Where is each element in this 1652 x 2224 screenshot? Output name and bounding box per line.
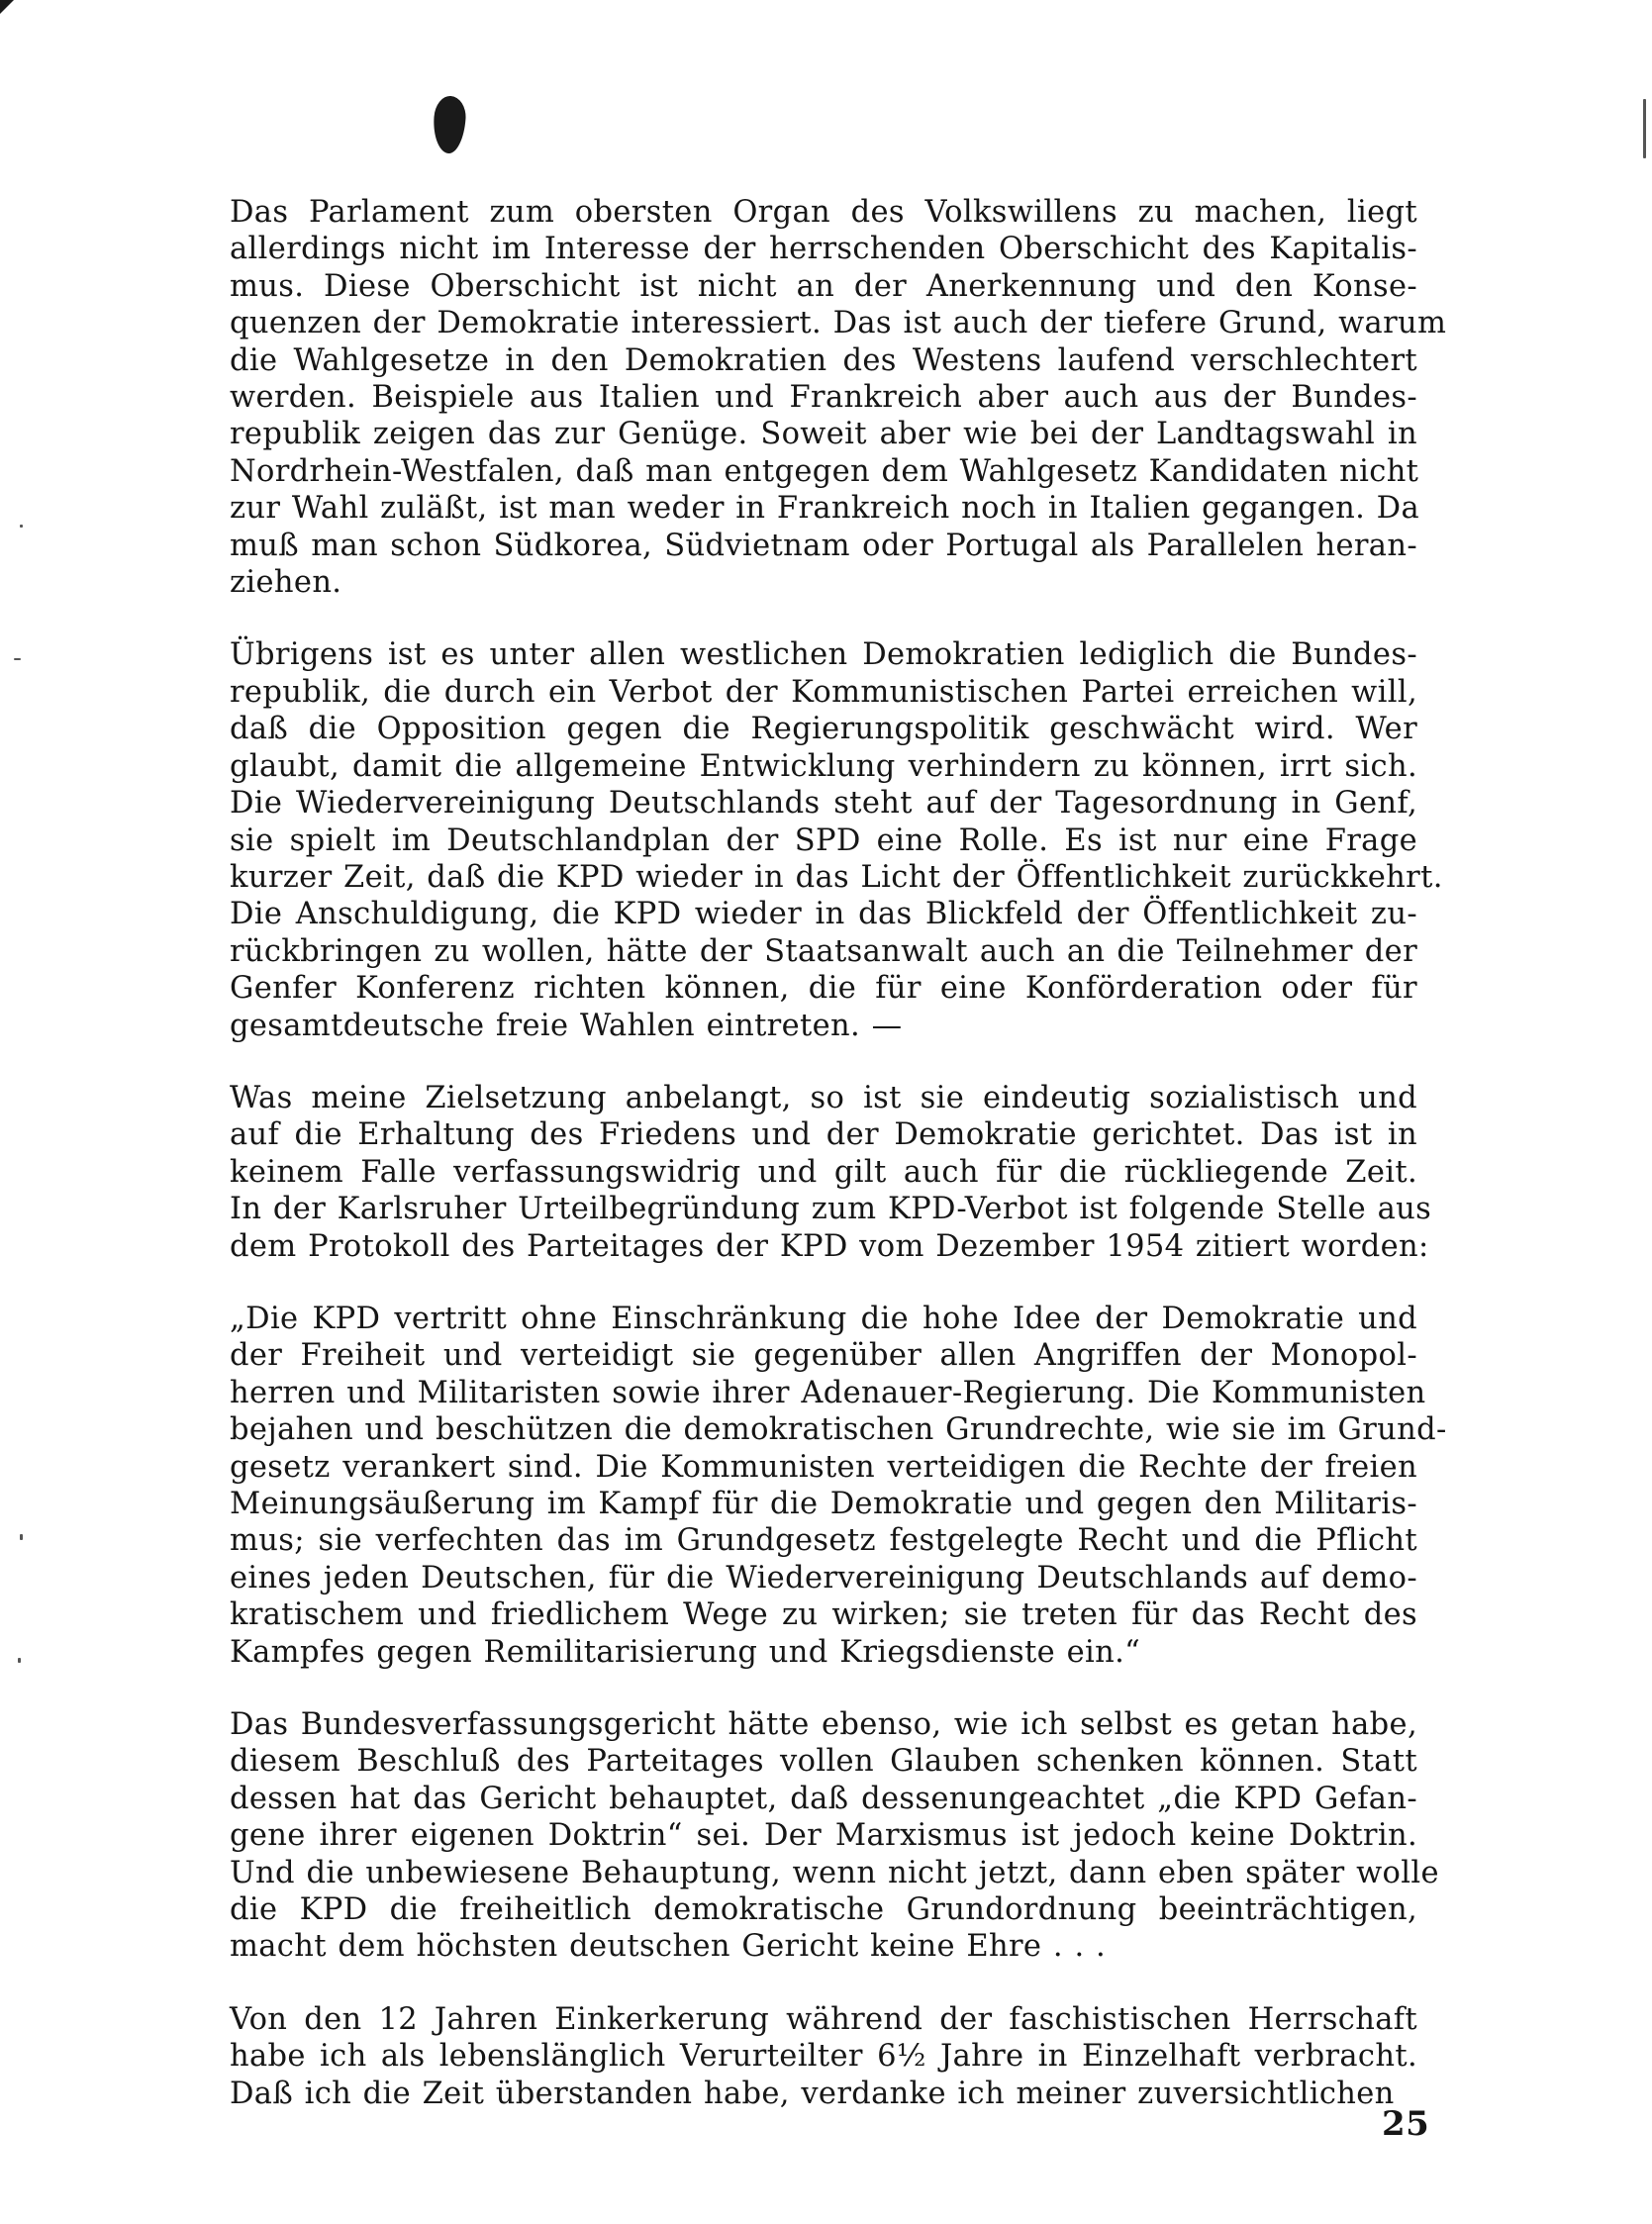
text-line: macht dem höchsten deutschen Gericht keine Ehre . . .	[230, 1929, 1107, 1965]
paragraph	[230, 1080, 1432, 1265]
text-line: Kampfes gegen Remilitarisierung und Kriegsdienste ein.“	[230, 1634, 1141, 1670]
text-line: Meinungsäußerung im Kampf für die Demokratie und gegen den Militaris-	[230, 1487, 1417, 1521]
page-number: 25	[1382, 2104, 1430, 2144]
text-line: daß die Opposition gegen die Regierungspolitik geschwächt wird. Wer	[230, 712, 1417, 747]
paragraph	[230, 194, 1447, 601]
text-line: muß man schon Südkorea, Südvietnam oder Portugal als Parallelen heran-	[230, 528, 1417, 563]
margin-speck	[18, 1658, 21, 1663]
text-line: werden. Beispiele aus Italien und Frankreich aber auch aus der Bundes-	[230, 380, 1417, 416]
margin-speck	[14, 658, 21, 660]
text-line: kratischem und friedlichem Wege zu wirken; sie treten für das Recht des	[230, 1597, 1417, 1633]
text-line: sie spielt im Deutschlandplan der SPD eine Rolle. Es ist nur eine Frage	[230, 822, 1417, 858]
text-line: In der Karlsruher Urteilbegründung zum KPD-Verbot ist folgende Stelle aus	[230, 1192, 1432, 1227]
text-line: Genfer Konferenz richten können, die für eine Konförderation oder für	[230, 971, 1417, 1007]
text-line: „Die KPD vertritt ohne Einschränkung die hohe Idee der Demokratie und	[230, 1301, 1417, 1336]
margin-speck	[1643, 99, 1646, 158]
text-line: Was meine Zielsetzung anbelangt, so ist sie eindeutig sozialistisch und	[230, 1080, 1417, 1115]
text-line: kurzer Zeit, daß die KPD wieder in das Licht der Öffentlichkeit zurückkehrt.	[230, 859, 1443, 895]
text-line: Die Wiedervereinigung Deutschlands steht auf der Tagesordnung in Genf,	[230, 786, 1417, 822]
text-line: zur Wahl zuläßt, ist man weder in Frankreich noch in Italien gegangen. Da	[230, 491, 1420, 527]
text-line: quenzen der Demokratie interessiert. Das ist auch der tiefere Grund, warum	[230, 306, 1447, 341]
text-line: dessen hat das Gericht behauptet, daß dessenungeachtet „die KPD Gefan-	[230, 1781, 1417, 1816]
text-line: gesetz verankert sind. Die Kommunisten verteidigen die Rechte der freien	[230, 1449, 1417, 1485]
text-line: Die Anschuldigung, die KPD wieder in das Blickfeld der Öffentlichkeit zu-	[230, 897, 1417, 932]
text-line: Das Parlament zum obersten Organ des Volkswillens zu machen, liegt	[230, 195, 1417, 230]
text-line: dem Protokoll des Parteitages der KPD vom Dezember 1954 zitiert worden:	[230, 1228, 1429, 1264]
paragraph	[230, 1301, 1447, 1671]
text-line: republik zeigen das zur Genüge. Soweit aber wie bei der Landtagswahl in	[230, 417, 1417, 452]
text-line: habe ich als lebenslänglich Verurteilter 6½ Jahre in Einzelhaft verbracht.	[230, 2039, 1417, 2075]
text-line: gene ihrer eigenen Doktrin“ sei. Der Marxismus ist jedoch keine Doktrin.	[230, 1818, 1417, 1854]
text-line: Daß ich die Zeit überstanden habe, verdanke ich meiner zuversichtlichen	[230, 2076, 1395, 2111]
margin-speck	[20, 525, 23, 528]
text-line: Übrigens ist es unter allen westlichen Demokratien lediglich die Bundes-	[230, 637, 1417, 673]
body-text	[230, 194, 1447, 2148]
margin-speck	[20, 1534, 23, 1540]
text-line: mus; sie verfechten das im Grundgesetz festgelegte Recht und die Pflicht	[230, 1523, 1417, 1559]
text-line: gesamtdeutsche freie Wahlen eintreten. —	[230, 1008, 903, 1043]
corner-scan-mark	[0, 0, 14, 14]
text-line: rückbringen zu wollen, hätte der Staatsanwalt auch an die Teilnehmer der	[230, 933, 1417, 969]
text-line: allerdings nicht im Interesse der herrschenden Oberschicht des Kapitalis-	[230, 232, 1417, 267]
text-line: Das Bundesverfassungsgericht hätte ebenso, wie ich selbst es getan habe,	[230, 1707, 1417, 1743]
text-line: der Freiheit und verteidigt sie gegenüber allen Angriffen der Monopol-	[230, 1338, 1417, 1374]
text-line: Und die unbewiesene Behauptung, wenn nicht jetzt, dann eben später wolle	[230, 1855, 1439, 1890]
text-line: republik, die durch ein Verbot der Kommunistischen Partei erreichen will,	[230, 674, 1417, 710]
paragraph	[230, 2001, 1417, 2112]
text-line: die KPD die freiheitlich demokratische Grundordnung beeinträchtigen,	[230, 1892, 1417, 1928]
ink-blot	[432, 95, 467, 154]
text-line: diesem Beschluß des Parteitages vollen Glauben schenken können. Statt	[230, 1744, 1417, 1780]
text-line: eines jeden Deutschen, für die Wiedervereinigung Deutschlands auf demo-	[230, 1560, 1417, 1595]
text-line: die Wahlgesetze in den Demokratien des Westens laufend verschlechtert	[230, 342, 1417, 378]
paragraph	[230, 1706, 1439, 1966]
text-line: keinem Falle verfassungswidrig und gilt auch für die rückliegende Zeit.	[230, 1154, 1417, 1190]
paragraph	[230, 636, 1443, 1043]
text-line: auf die Erhaltung des Friedens und der Demokratie gerichtet. Das ist in	[230, 1117, 1417, 1153]
text-line: bejahen und beschützen die demokratischen Grundrechte, wie sie im Grund-	[230, 1412, 1447, 1448]
text-line: herren und Militaristen sowie ihrer Adenauer-Regierung. Die Kommunisten	[230, 1375, 1426, 1410]
text-line: Von den 12 Jahren Einkerkerung während der faschistischen Herrschaft	[230, 2001, 1417, 2037]
text-line: glaubt, damit die allgemeine Entwicklung verhindern zu können, irrt sich.	[230, 748, 1417, 784]
text-line: Nordrhein-Westfalen, daß man entgegen dem Wahlgesetz Kandidaten nicht	[230, 453, 1419, 489]
text-line: ziehen.	[230, 565, 342, 601]
text-line: mus. Diese Oberschicht ist nicht an der Anerkennung und den Konse-	[230, 268, 1417, 304]
